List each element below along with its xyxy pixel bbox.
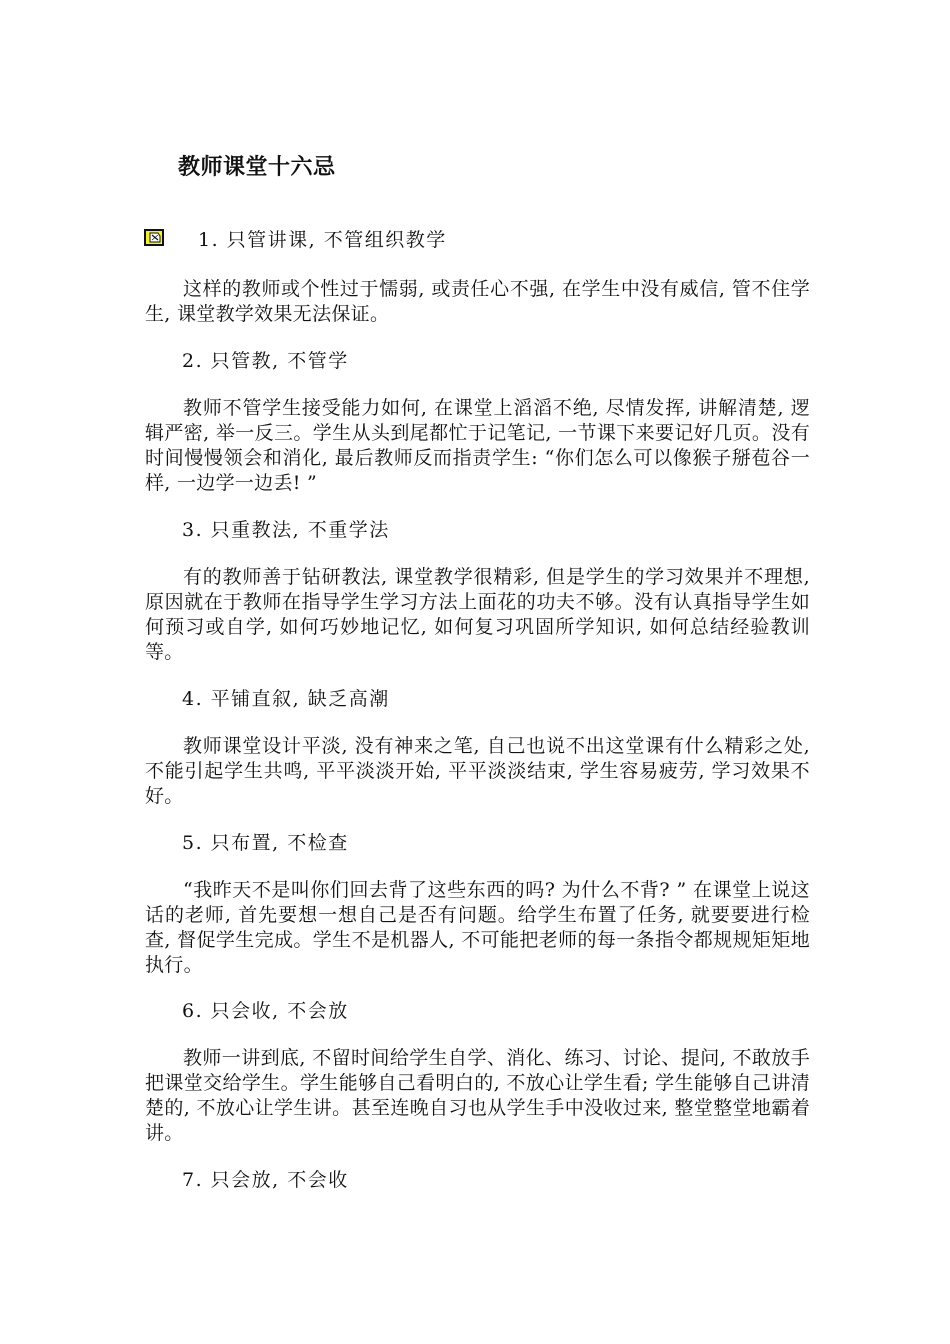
section-body-2: 教师不管学生接受能力如何, 在课堂上滔滔不绝, 尽情发挥, 讲解清楚, 逻辑严密, 举一反三。学生从头到尾都忙于记笔记, 一节课下来要记好几页。没有时间慢慢领会和消化, 最后教师反而指责学生: “你们怎么可以像猴子掰苞谷一样, 一边学一边丢! ”: [145, 397, 810, 494]
section-heading-1: 1. 只管讲课, 不管组织教学: [198, 229, 447, 251]
section-body-5: “我昨天不是叫你们回去背了这些东西的吗? 为什么不背? ” 在课堂上说这话的老师, 首先要想一想自己是否有问题。给学生布置了任务, 就要要进行检查, 督促学生完成。学生不是机器人, 不可能把老师的每一条指令都规规矩矩地执行。: [145, 879, 810, 976]
section-heading-3: 3. 只重教法, 不重学法: [182, 519, 390, 541]
section-heading-4: 4. 平铺直叙, 缺乏高潮: [182, 688, 390, 710]
section-heading-6: 6. 只会收, 不会放: [182, 1000, 349, 1022]
section-heading-5: 5. 只布置, 不检查: [182, 832, 349, 854]
section-heading-7: 7. 只会放, 不会收: [182, 1169, 349, 1191]
section-body-6: 教师一讲到底, 不留时间给学生自学、消化、练习、讨论、提问, 不敢放手把课堂交给学生。学生能够自己看明白的, 不放心让学生看; 学生能够自己讲清楚的, 不放心让学生讲。甚至连晚自习也从学生手中没收过来, 整堂整堂地霸着讲。: [145, 1047, 810, 1144]
section-body-4: 教师课堂设计平淡, 没有神来之笔, 自己也说不出这堂课有什么精彩之处, 不能引起学生共鸣, 平平淡淡开始, 平平淡淡结束, 学生容易疲劳, 学习效果不好。: [145, 735, 810, 807]
document-title: 教师课堂十六忌: [178, 155, 336, 180]
document-note-icon: [144, 229, 164, 246]
section-body-3: 有的教师善于钻研教法, 课堂教学很精彩, 但是学生的学习效果并不理想, 原因就在于教师在指导学生学习方法上面花的功夫不够。没有认真指导学生如何预习或自学, 如何巧妙地记忆, 如何复习巩固所学知识, 如何总结经验教训等。: [145, 566, 810, 663]
section-heading-2: 2. 只管教, 不管学: [182, 350, 349, 372]
section-body-1: 这样的教师或个性过于懦弱, 或责任心不强, 在学生中没有威信, 管不住学生, 课堂教学效果无法保证。: [145, 278, 810, 325]
